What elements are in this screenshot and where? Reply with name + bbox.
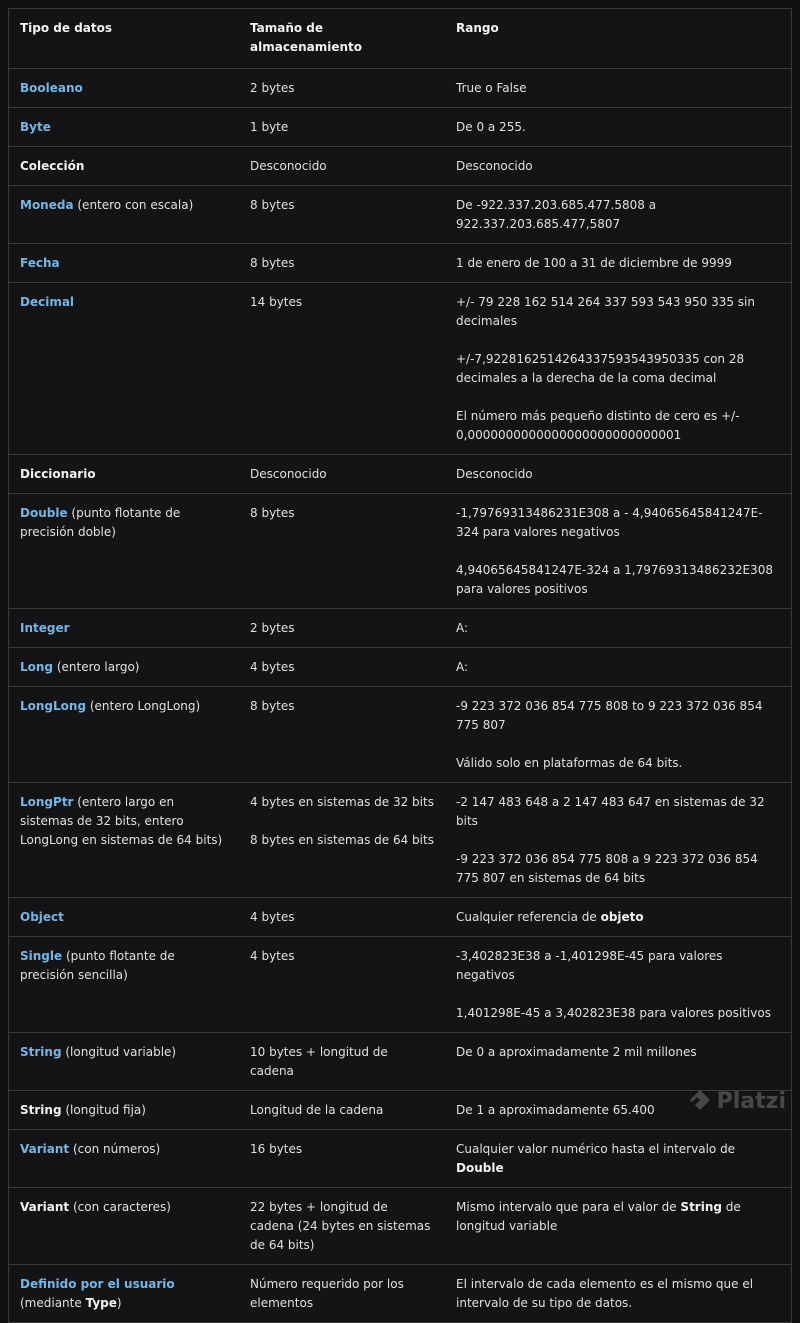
type-name: Variant <box>20 1200 70 1214</box>
range-text: De -922.337.203.685.477.5808 a 922.337.203.685.477,5807 <box>456 198 657 231</box>
cell-type <box>9 898 239 937</box>
range-paragraph <box>456 754 780 773</box>
size-text: 8 bytes <box>250 198 295 212</box>
range-text: -2 147 483 648 a 2 147 483 647 en sistemas de 32 bits <box>456 795 765 828</box>
type-description: (punto flotante de precisión doble) <box>20 506 181 539</box>
type-link[interactable]: LongLong <box>20 699 87 713</box>
size-text: 16 bytes <box>250 1142 303 1156</box>
cell-range <box>445 687 791 783</box>
range-text: -1,79769313486231E308 a - 4,94065645841247E-324 para valores negativos <box>456 506 763 539</box>
range-text: +/-7,9228162514264337593543950335 con 28 decimales a la derecha de la coma decimal <box>456 352 745 385</box>
range-text: Mismo intervalo que para el valor de <box>456 1200 681 1214</box>
cell-range <box>445 1188 791 1265</box>
type-link[interactable]: Byte <box>20 120 51 134</box>
size-text: 2 bytes <box>250 621 295 635</box>
type-link[interactable]: Double <box>20 506 68 520</box>
table-row <box>9 648 791 687</box>
range-paragraph <box>456 504 780 542</box>
cell-type <box>9 1033 239 1091</box>
size-text: 4 bytes <box>250 949 295 963</box>
range-paragraph <box>456 908 780 927</box>
cell-type <box>9 244 239 283</box>
cell-type <box>9 283 239 455</box>
platzi-watermark <box>687 1088 786 1114</box>
range-text: Desconocido <box>456 159 533 173</box>
data-types-table <box>9 9 791 1322</box>
cell-range <box>445 937 791 1033</box>
range-text: A: <box>456 621 469 635</box>
data-types-table-container <box>8 8 792 1323</box>
type-description: (longitud variable) <box>61 1045 177 1059</box>
header-range: Rango <box>445 9 791 69</box>
size-text: 8 bytes en sistemas de 64 bits <box>250 833 434 847</box>
cell-size <box>239 1265 445 1323</box>
table-row <box>9 937 791 1033</box>
range-text: -3,402823E38 a -1,401298E-45 para valores negativos <box>456 949 723 982</box>
watermark-text: Platzi <box>716 1088 786 1114</box>
cell-type <box>9 783 239 898</box>
range-text: de longitud variable <box>456 1200 741 1233</box>
range-text: A: <box>456 660 469 674</box>
table-row <box>9 1033 791 1091</box>
size-text: 4 bytes en sistemas de 32 bits <box>250 795 434 809</box>
table-row <box>9 1130 791 1188</box>
cell-type <box>9 455 239 494</box>
cell-range <box>445 1130 791 1188</box>
table-row <box>9 147 791 186</box>
size-text: Desconocido <box>250 159 327 173</box>
range-text: El intervalo de cada elemento es el mismo que el intervalo de su tipo de datos. <box>456 1277 754 1310</box>
range-paragraph <box>456 196 780 234</box>
table-row <box>9 455 791 494</box>
cell-type <box>9 648 239 687</box>
range-paragraph <box>456 793 780 831</box>
platzi-logo-icon <box>687 1088 713 1114</box>
range-paragraph <box>456 118 780 137</box>
type-description: (entero LongLong) <box>86 699 201 713</box>
cell-type <box>9 1130 239 1188</box>
cell-size <box>239 898 445 937</box>
cell-type <box>9 1091 239 1130</box>
type-description: (entero largo) <box>53 660 140 674</box>
cell-type <box>9 937 239 1033</box>
type-link[interactable]: Booleano <box>20 81 83 95</box>
range-paragraph <box>456 350 780 388</box>
range-paragraph <box>456 947 780 985</box>
type-link[interactable]: Definido por el usuario <box>20 1277 175 1291</box>
type-description: (punto flotante de precisión sencilla) <box>20 949 175 982</box>
cell-size <box>239 783 445 898</box>
cell-size <box>239 937 445 1033</box>
size-text: 1 byte <box>250 120 289 134</box>
cell-size <box>239 609 445 648</box>
range-paragraph <box>456 1198 780 1236</box>
range-text: De 1 a aproximadamente 65.400 <box>456 1103 655 1117</box>
size-text: 4 bytes <box>250 910 295 924</box>
size-text: 10 bytes + longitud de cadena <box>250 1045 388 1078</box>
cell-range <box>445 1265 791 1323</box>
type-link[interactable]: Variant <box>20 1142 70 1156</box>
size-text: 8 bytes <box>250 699 295 713</box>
table-row <box>9 1091 791 1130</box>
range-keyword: Double <box>456 1161 504 1175</box>
cell-size <box>239 1091 445 1130</box>
table-row <box>9 898 791 937</box>
size-text: 8 bytes <box>250 506 295 520</box>
table-row <box>9 1188 791 1265</box>
cell-size <box>239 455 445 494</box>
range-paragraph <box>456 1275 780 1313</box>
table-row <box>9 69 791 108</box>
range-text: True o False <box>456 81 527 95</box>
cell-range <box>445 69 791 108</box>
table-row <box>9 108 791 147</box>
range-text: -9 223 372 036 854 775 808 to 9 223 372 036 854 775 807 <box>456 699 763 732</box>
header-type: Tipo de datos <box>9 9 239 69</box>
range-paragraph <box>456 1043 780 1062</box>
cell-range <box>445 1033 791 1091</box>
range-text: 1,401298E-45 a 3,402823E38 para valores positivos <box>456 1006 771 1020</box>
table-row <box>9 244 791 283</box>
range-paragraph <box>456 157 780 176</box>
cell-range <box>445 108 791 147</box>
cell-size <box>239 69 445 108</box>
range-paragraph <box>456 465 780 484</box>
size-text: 14 bytes <box>250 295 303 309</box>
range-paragraph <box>456 254 780 273</box>
type-name: String <box>20 1103 62 1117</box>
range-paragraph <box>456 1140 780 1178</box>
range-paragraph <box>456 658 780 677</box>
type-link[interactable]: Long <box>20 660 54 674</box>
cell-type <box>9 108 239 147</box>
cell-size <box>239 494 445 609</box>
cell-range <box>445 455 791 494</box>
cell-size <box>239 108 445 147</box>
range-paragraph <box>456 1004 780 1023</box>
cell-range <box>445 609 791 648</box>
type-name: Colección <box>20 159 85 173</box>
type-description: (entero largo en sistemas de 32 bits, entero LongLong en sistemas de 64 bits) <box>20 795 223 847</box>
type-name: Diccionario <box>20 467 96 481</box>
type-link[interactable]: Object <box>20 910 64 924</box>
table-header-row <box>9 9 791 69</box>
header-size: Tamaño de almacenamiento <box>239 9 445 69</box>
cell-type <box>9 494 239 609</box>
range-keyword: String <box>680 1200 722 1214</box>
range-text: 1 de enero de 100 a 31 de diciembre de 9999 <box>456 256 732 270</box>
table-row <box>9 1265 791 1323</box>
cell-range <box>445 147 791 186</box>
table-row <box>9 609 791 648</box>
type-description: (con caracteres) <box>69 1200 171 1214</box>
table-body <box>9 69 791 1323</box>
range-text: +/- 79 228 162 514 264 337 593 543 950 335 sin decimales <box>456 295 755 328</box>
cell-size <box>239 1188 445 1265</box>
cell-size <box>239 186 445 244</box>
range-text: El número más pequeño distinto de cero es +/- 0,0000000000000000000000000001 <box>456 409 740 442</box>
cell-range <box>445 648 791 687</box>
range-text: Desconocido <box>456 467 533 481</box>
type-link[interactable]: LongPtr <box>20 795 74 809</box>
type-link[interactable]: Integer <box>20 621 70 635</box>
type-link[interactable]: Moneda <box>20 198 74 212</box>
cell-type <box>9 687 239 783</box>
range-text: Cualquier valor numérico hasta el intervalo de <box>456 1142 736 1156</box>
range-text: De 0 a 255. <box>456 120 526 134</box>
type-link[interactable]: Single <box>20 949 63 963</box>
type-description: (mediante <box>20 1296 86 1310</box>
type-description: (longitud fija) <box>61 1103 146 1117</box>
range-keyword: objeto <box>600 910 644 924</box>
type-link[interactable]: Decimal <box>20 295 75 309</box>
range-paragraph <box>456 697 780 735</box>
cell-type <box>9 609 239 648</box>
type-link[interactable]: String <box>20 1045 62 1059</box>
table-row <box>9 186 791 244</box>
cell-size <box>239 1033 445 1091</box>
table-row <box>9 283 791 455</box>
range-paragraph <box>456 561 780 599</box>
size-text: 2 bytes <box>250 81 295 95</box>
cell-range <box>445 283 791 455</box>
cell-range <box>445 186 791 244</box>
range-paragraph <box>456 79 780 98</box>
range-text: Cualquier referencia de <box>456 910 601 924</box>
range-text: De 0 a aproximadamente 2 mil millones <box>456 1045 697 1059</box>
size-text: Longitud de la cadena <box>250 1103 384 1117</box>
table-row <box>9 687 791 783</box>
type-link[interactable]: Fecha <box>20 256 60 270</box>
cell-type <box>9 1188 239 1265</box>
cell-type <box>9 1265 239 1323</box>
cell-range <box>445 783 791 898</box>
type-description-end: ) <box>116 1296 122 1310</box>
size-text: Número requerido por los elementos <box>250 1277 404 1310</box>
cell-size <box>239 283 445 455</box>
table-row <box>9 783 791 898</box>
cell-size <box>239 244 445 283</box>
range-paragraph <box>456 407 780 445</box>
size-text: 8 bytes <box>250 256 295 270</box>
type-keyword: Type <box>85 1296 117 1310</box>
range-text: 4,94065645841247E-324 a 1,79769313486232E308 para valores positivos <box>456 563 773 596</box>
cell-size <box>239 147 445 186</box>
cell-range <box>445 494 791 609</box>
cell-type <box>9 69 239 108</box>
range-text: Válido solo en plataformas de 64 bits. <box>456 756 683 770</box>
size-text: Desconocido <box>250 467 327 481</box>
cell-size <box>239 1130 445 1188</box>
cell-size <box>239 648 445 687</box>
cell-type <box>9 186 239 244</box>
range-text: -9 223 372 036 854 775 808 a 9 223 372 036 854 775 807 en sistemas de 64 bits <box>456 852 758 885</box>
table-row <box>9 494 791 609</box>
range-paragraph <box>456 619 780 638</box>
range-paragraph <box>456 293 780 331</box>
range-paragraph <box>456 850 780 888</box>
size-text: 22 bytes + longitud de cadena (24 bytes en sistemas de 64 bits) <box>250 1200 431 1252</box>
size-text: 4 bytes <box>250 660 295 674</box>
cell-type <box>9 147 239 186</box>
cell-range <box>445 244 791 283</box>
type-description: (entero con escala) <box>73 198 194 212</box>
cell-size <box>239 687 445 783</box>
cell-range <box>445 898 791 937</box>
type-description: (con números) <box>69 1142 161 1156</box>
